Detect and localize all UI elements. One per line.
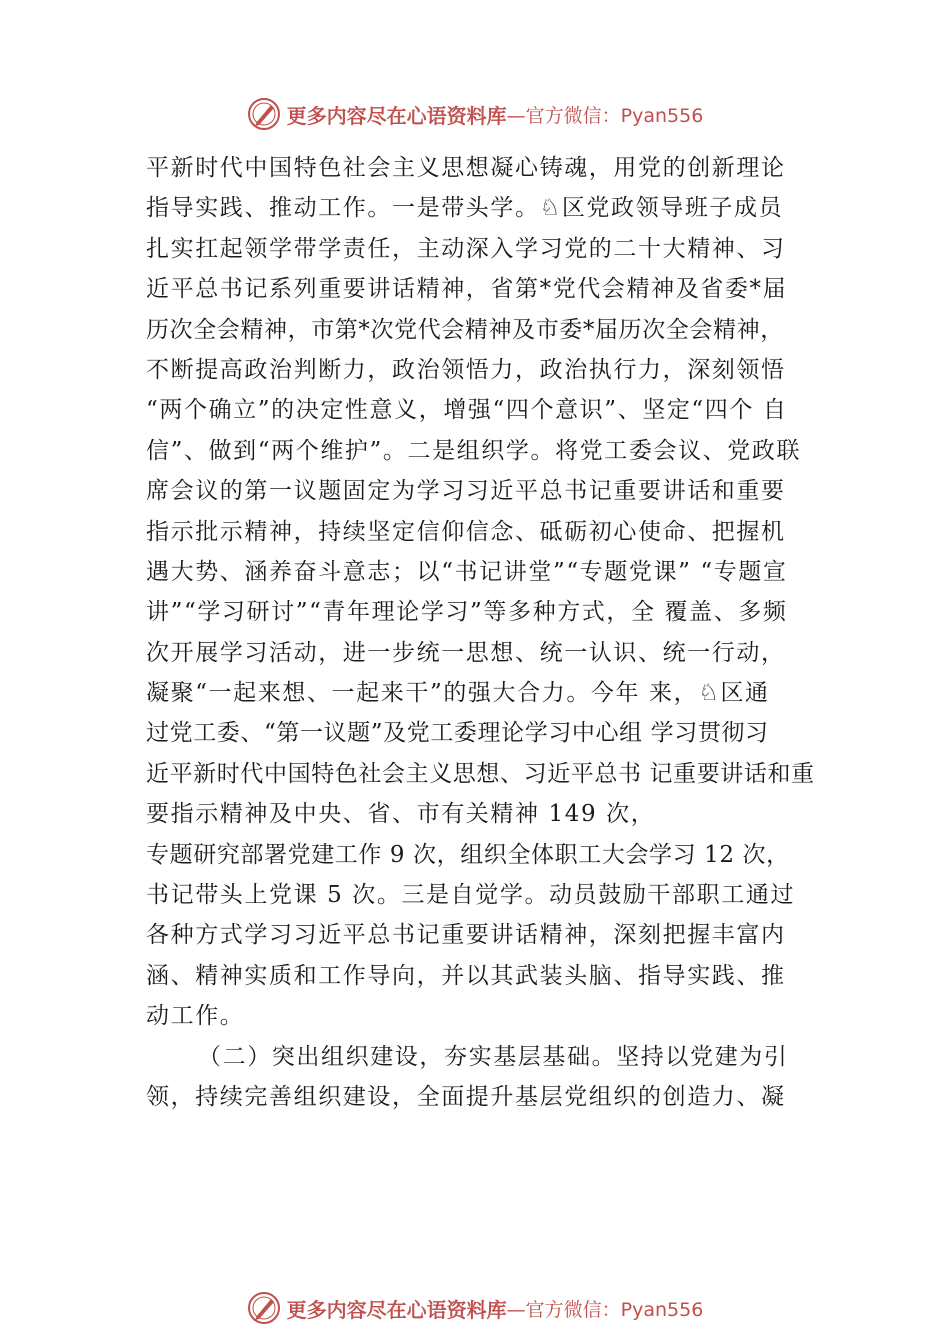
body-line: 席会议的第一议题固定为学习习近平总书记重要讲话和重要: [146, 478, 786, 505]
body-line: 历次全会精神，市第*次党代会精神及市委*届历次全会精神，: [146, 316, 784, 343]
body-line: 指示批示精神，持续坚定信仰信念、砥砺初心使命、把握机: [146, 518, 786, 545]
body-line: 近平总书记系列重要讲话精神，省第*党代会精神及省委*届: [146, 276, 788, 303]
body-line: 次开展学习活动，进一步统一思想、统一认识、统一行动，: [146, 639, 786, 666]
quill-stamp-icon: [247, 97, 281, 131]
body-line: 各种方式学习习近平总书记重要讲话精神，深刻把握丰富内: [146, 922, 786, 949]
banner-contact-text: —官方微信：Pyan556: [506, 1298, 704, 1321]
body-line: 不断提高政治判断力，政治领悟力，政治执行力，深刻领悟: [146, 356, 786, 383]
banner-contact-text: —官方微信：Pyan556: [506, 104, 704, 127]
body-line: 专题研究部署党建工作 9 次，组织全体职工大会学习 12 次，: [146, 841, 790, 868]
body-line: 平新时代中国特色社会主义思想凝心铸魂，用党的创新理论: [146, 155, 786, 181]
body-line: 动工作。: [146, 1003, 245, 1030]
header-banner: [0, 94, 950, 134]
banner-brand-text: 更多内容尽在心语资料库: [286, 103, 507, 128]
body-line: 指导实践、推动工作。一是带头学。♘区党政领导班子成员: [146, 195, 784, 222]
body-line: 凝聚“一起来想、一起来干”的强大合力。今年 来，♘区通: [146, 680, 770, 707]
footer-banner: [0, 1288, 950, 1328]
body-line: 过党工委、“第一议题”及党工委理论学习中心组 学习贯彻习: [146, 720, 769, 747]
body-line: 信”、做到“两个维护”。二是组织学。将党工委会议、党政联: [146, 437, 802, 464]
body-line: “两个确立”的决定性意义，增强“四个意识”、坚定“四个 自: [146, 397, 788, 424]
body-line: 涵、精神实质和工作导向，并以其武装头脑、指导实践、推: [146, 962, 786, 989]
body-line: 要指示精神及中央、省、市有关精神 149 次，: [146, 801, 656, 828]
body-line: （二）突出组织建设，夯实基层基础。坚持以党建为引: [198, 1043, 789, 1070]
body-line: 书记带头上党课 5 次。三是自觉学。动员鼓励干部职工通过: [146, 882, 796, 909]
body-line: 扎实扛起领学带学责任，主动深入学习党的二十大精神、习: [146, 235, 786, 262]
body-line: 领，持续完善组织建设，全面提升基层党组织的创造力、凝: [146, 1083, 786, 1110]
quill-stamp-icon: [247, 1291, 281, 1325]
body-line: 讲”“学习研讨”“青年理论学习”等多种方式，全 覆盖、多频: [146, 599, 788, 626]
banner-brand-text: 更多内容尽在心语资料库: [286, 1297, 507, 1322]
body-line: 遇大势、涵养奋斗意志；以“书记讲堂”“专题党课” “专题宣: [146, 558, 788, 585]
body-line: 近平新时代中国特色社会主义思想、习近平总书 记重要讲话和重: [146, 760, 815, 787]
document-body: [146, 148, 846, 1117]
